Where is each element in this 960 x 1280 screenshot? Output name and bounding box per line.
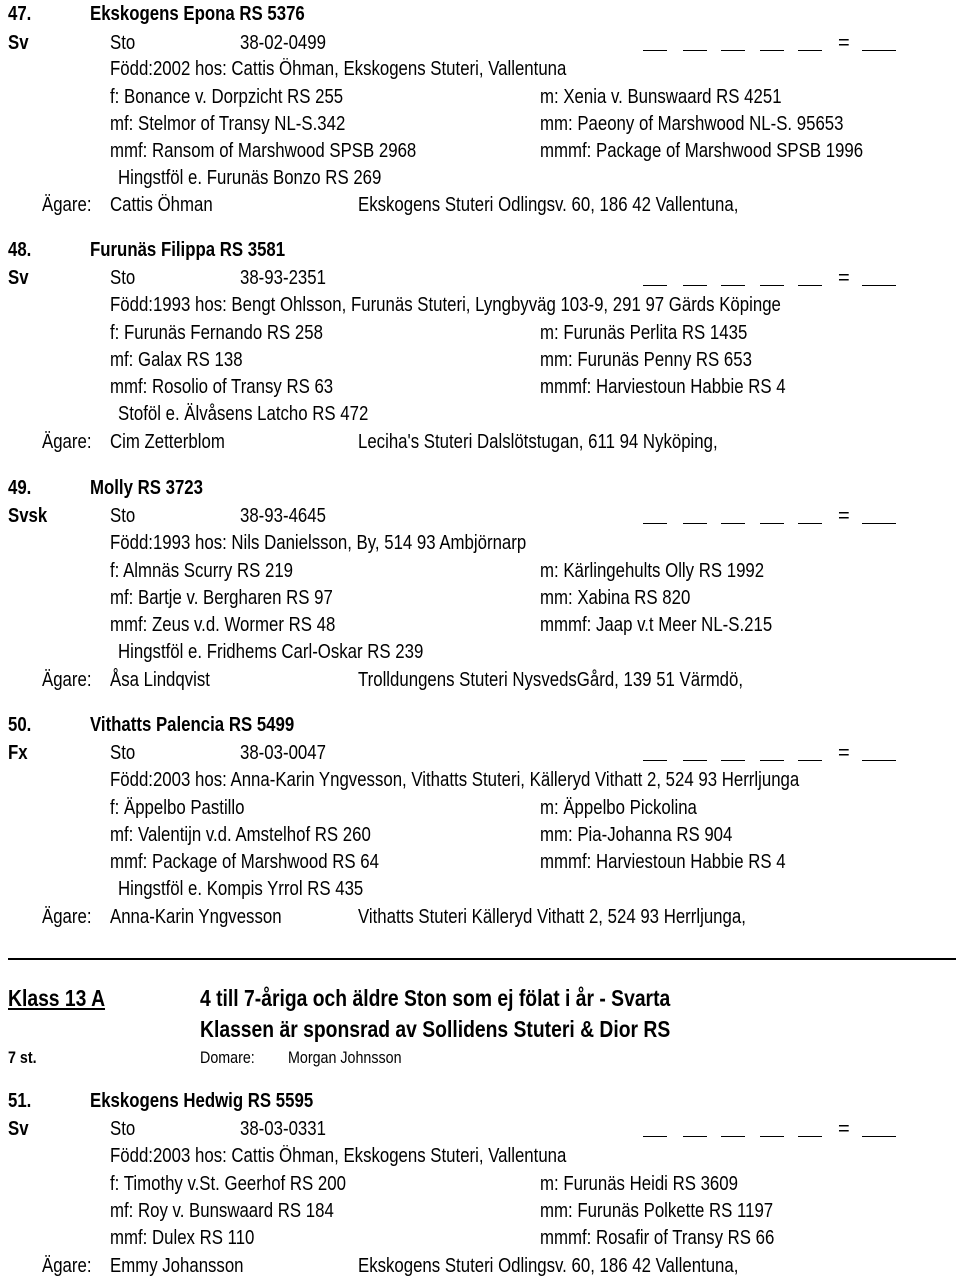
total-blank bbox=[862, 523, 896, 524]
score-blank bbox=[683, 1136, 707, 1137]
score-blank bbox=[798, 760, 822, 761]
judge-name: Morgan Johnsson bbox=[288, 1048, 402, 1067]
sex: Sto bbox=[110, 32, 136, 54]
dam-dam-sire: mmf: Ransom of Marshwood SPSB 2968 bbox=[110, 140, 417, 162]
horse-name: Ekskogens Epona RS 5376 bbox=[90, 3, 305, 25]
entry-number: 50. bbox=[8, 714, 32, 736]
score-blank bbox=[721, 523, 745, 524]
owner-address: Ekskogens Stuteri Odlingsv. 60, 186 42 Vallentuna, bbox=[358, 1255, 739, 1277]
equals-sign: = bbox=[838, 505, 850, 527]
equals-sign: = bbox=[838, 742, 850, 764]
foal-info: Hingstföl e. Furunäs Bonzo RS 269 bbox=[118, 167, 382, 189]
dam: m: Xenia v. Bunswaard RS 4251 bbox=[540, 86, 782, 108]
owner-name: Åsa Lindqvist bbox=[110, 669, 210, 691]
dam-dam-sire: mmf: Zeus v.d. Wormer RS 48 bbox=[110, 614, 336, 636]
breed-code: Sv bbox=[8, 267, 29, 289]
sire: f: Furunäs Fernando RS 258 bbox=[110, 322, 323, 344]
born-line: Född:2003 hos: Anna-Karin Yngvesson, Vithatts Stuteri, Källeryd Vithatt 2, 524 93 Herrljunga bbox=[110, 769, 800, 791]
class-heading: 4 till 7-åriga och äldre Ston som ej fölat i år - Svarta bbox=[200, 985, 671, 1011]
score-blank bbox=[721, 285, 745, 286]
foal-info: Hingstföl e. Fridhems Carl-Oskar RS 239 bbox=[118, 641, 424, 663]
score-blank bbox=[721, 50, 745, 51]
entry-number: 48. bbox=[8, 239, 32, 261]
dam-dam-dam-sire: mmmf: Harviestoun Habbie RS 4 bbox=[540, 851, 786, 873]
horse-name: Molly RS 3723 bbox=[90, 477, 203, 499]
dam-sire: mf: Galax RS 138 bbox=[110, 349, 243, 371]
owner-address: Ekskogens Stuteri Odlingsv. 60, 186 42 Vallentuna, bbox=[358, 194, 739, 216]
class-sponsor: Klassen är sponsrad av Sollidens Stuteri & Dior RS bbox=[200, 1016, 671, 1042]
owner-label: Ägare: bbox=[42, 431, 92, 453]
score-blank bbox=[643, 760, 667, 761]
entry-number: 51. bbox=[8, 1090, 32, 1112]
score-blank bbox=[798, 285, 822, 286]
born-line: Född:1993 hos: Nils Danielsson, By, 514 93 Ambjörnarp bbox=[110, 532, 527, 554]
born-line: Född:2002 hos: Cattis Öhman, Ekskogens Stuteri, Vallentuna bbox=[110, 58, 567, 80]
dam-dam: mm: Xabina RS 820 bbox=[540, 587, 691, 609]
score-blank bbox=[683, 50, 707, 51]
dam-dam-dam-sire: mmmf: Package of Marshwood SPSB 1996 bbox=[540, 140, 864, 162]
dam-dam: mm: Pia-Johanna RS 904 bbox=[540, 824, 733, 846]
owner-name: Emmy Johansson bbox=[110, 1255, 244, 1277]
dam-dam-dam-sire: mmmf: Harviestoun Habbie RS 4 bbox=[540, 376, 786, 398]
sex: Sto bbox=[110, 1118, 136, 1140]
owner-name: Anna-Karin Yngvesson bbox=[110, 906, 282, 928]
owner-address: Trolldungens Stuteri NysvedsGård, 139 51 Värmdö, bbox=[358, 669, 744, 691]
foal-info: Stoföl e. Älvåsens Latcho RS 472 bbox=[118, 403, 369, 425]
dam-dam-sire: mmf: Dulex RS 110 bbox=[110, 1227, 255, 1249]
dam-sire: mf: Stelmor of Transy NL-S.342 bbox=[110, 113, 346, 135]
equals-sign: = bbox=[838, 267, 850, 289]
total-blank bbox=[862, 50, 896, 51]
class-title: Klass 13 A bbox=[8, 985, 106, 1011]
dam-dam-dam-sire: mmmf: Jaap v.t Meer NL-S.215 bbox=[540, 614, 773, 636]
score-blank bbox=[760, 50, 784, 51]
total-blank bbox=[862, 760, 896, 761]
dam-dam-sire: mmf: Rosolio of Transy RS 63 bbox=[110, 376, 334, 398]
sire: f: Bonance v. Dorpzicht RS 255 bbox=[110, 86, 344, 108]
owner-label: Ägare: bbox=[42, 1255, 92, 1277]
horse-name: Vithatts Palencia RS 5499 bbox=[90, 714, 295, 736]
reg-number: 38-03-0047 bbox=[240, 742, 326, 764]
score-blank bbox=[643, 50, 667, 51]
breed-code: Fx bbox=[8, 742, 28, 764]
owner-label: Ägare: bbox=[42, 669, 92, 691]
foal-info: Hingstföl e. Kompis Yrrol RS 435 bbox=[118, 878, 364, 900]
equals-sign: = bbox=[838, 1118, 850, 1140]
dam-dam: mm: Furunäs Penny RS 653 bbox=[540, 349, 752, 371]
horse-name: Furunäs Filippa RS 3581 bbox=[90, 239, 286, 261]
score-blank bbox=[683, 760, 707, 761]
sex: Sto bbox=[110, 505, 136, 527]
owner-label: Ägare: bbox=[42, 194, 92, 216]
dam-dam: mm: Furunäs Polkette RS 1197 bbox=[540, 1200, 774, 1222]
score-blank bbox=[798, 50, 822, 51]
score-blank bbox=[683, 285, 707, 286]
reg-number: 38-93-2351 bbox=[240, 267, 326, 289]
dam-dam: mm: Paeony of Marshwood NL-S. 95653 bbox=[540, 113, 844, 135]
score-blank bbox=[760, 1136, 784, 1137]
sex: Sto bbox=[110, 742, 136, 764]
score-blank bbox=[721, 1136, 745, 1137]
breed-code: Svsk bbox=[8, 505, 48, 527]
score-blank bbox=[643, 285, 667, 286]
sex: Sto bbox=[110, 267, 136, 289]
equals-sign: = bbox=[838, 32, 850, 54]
score-blank bbox=[798, 1136, 822, 1137]
score-blank bbox=[643, 1136, 667, 1137]
dam: m: Kärlingehults Olly RS 1992 bbox=[540, 560, 765, 582]
score-blank bbox=[798, 523, 822, 524]
dam-sire: mf: Bartje v. Bergharen RS 97 bbox=[110, 587, 333, 609]
reg-number: 38-03-0331 bbox=[240, 1118, 326, 1140]
dam: m: Furunäs Heidi RS 3609 bbox=[540, 1173, 738, 1195]
owner-label: Ägare: bbox=[42, 906, 92, 928]
entry-count: 7 st. bbox=[8, 1048, 37, 1067]
owner-name: Cim Zetterblom bbox=[110, 431, 225, 453]
score-blank bbox=[760, 760, 784, 761]
born-line: Född:1993 hos: Bengt Ohlsson, Furunäs Stuteri, Lyngbyväg 103-9, 291 97 Gärds Köpinge bbox=[110, 294, 781, 316]
sire: f: Almnäs Scurry RS 219 bbox=[110, 560, 294, 582]
score-blank bbox=[683, 523, 707, 524]
breed-code: Sv bbox=[8, 32, 29, 54]
owner-name: Cattis Öhman bbox=[110, 194, 213, 216]
entry-number: 49. bbox=[8, 477, 32, 499]
dam-dam-dam-sire: mmmf: Rosafir of Transy RS 66 bbox=[540, 1227, 775, 1249]
score-blank bbox=[760, 285, 784, 286]
dam: m: Furunäs Perlita RS 1435 bbox=[540, 322, 748, 344]
breed-code: Sv bbox=[8, 1118, 29, 1140]
score-blank bbox=[721, 760, 745, 761]
dam-dam-sire: mmf: Package of Marshwood RS 64 bbox=[110, 851, 379, 873]
total-blank bbox=[862, 1136, 896, 1137]
reg-number: 38-02-0499 bbox=[240, 32, 326, 54]
dam-sire: mf: Roy v. Bunswaard RS 184 bbox=[110, 1200, 334, 1222]
dam-sire: mf: Valentijn v.d. Amstelhof RS 260 bbox=[110, 824, 371, 846]
reg-number: 38-93-4645 bbox=[240, 505, 326, 527]
total-blank bbox=[862, 285, 896, 286]
judge-label: Domare: bbox=[200, 1048, 255, 1067]
horse-name: Ekskogens Hedwig RS 5595 bbox=[90, 1090, 314, 1112]
born-line: Född:2003 hos: Cattis Öhman, Ekskogens Stuteri, Vallentuna bbox=[110, 1145, 567, 1167]
owner-address: Leciha's Stuteri Dalslötstugan, 611 94 Nyköping, bbox=[358, 431, 718, 453]
section-divider bbox=[8, 958, 956, 960]
entry-number: 47. bbox=[8, 3, 32, 25]
dam: m: Äppelbo Pickolina bbox=[540, 797, 697, 819]
score-blank bbox=[643, 523, 667, 524]
sire: f: Äppelbo Pastillo bbox=[110, 797, 245, 819]
owner-address: Vithatts Stuteri Källeryd Vithatt 2, 524 93 Herrljunga, bbox=[358, 906, 746, 928]
sire: f: Timothy v.St. Geerhof RS 200 bbox=[110, 1173, 346, 1195]
score-blank bbox=[760, 523, 784, 524]
